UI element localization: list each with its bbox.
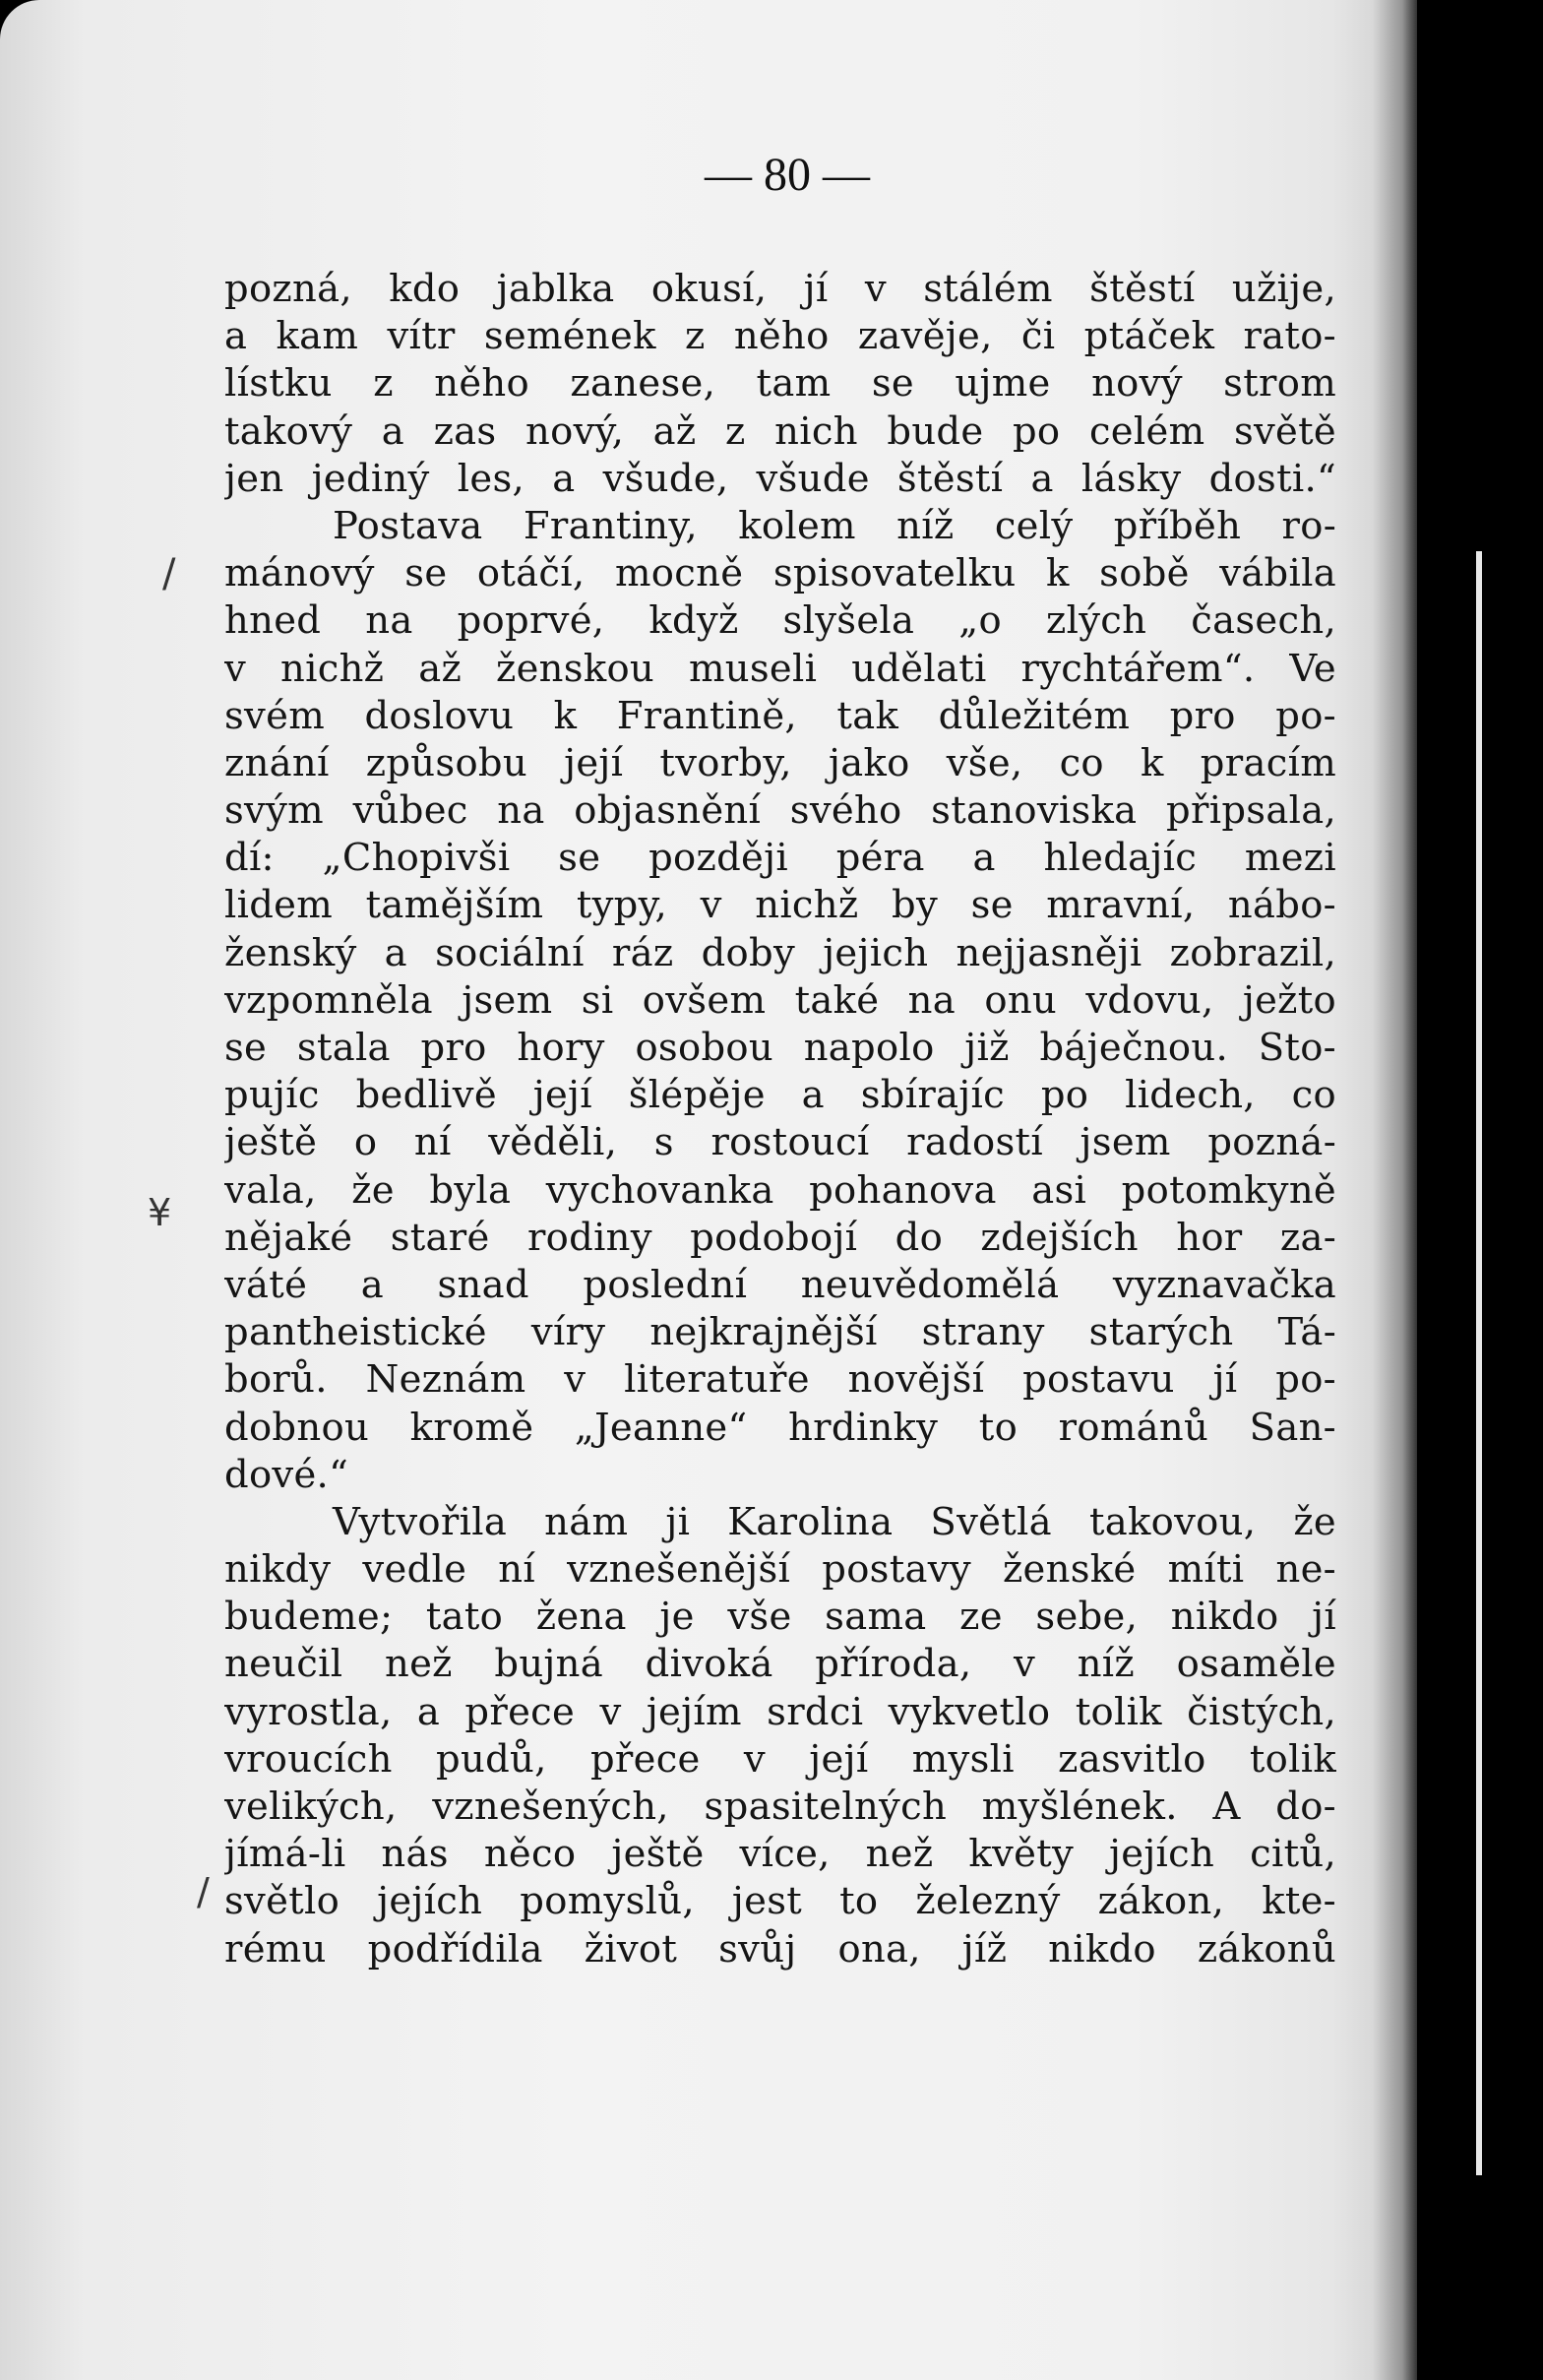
text-line: vyrostla, a přece v jejím srdci vykvetlo tolik čistých, — [224, 1689, 1336, 1734]
text-line: znání způsobu její tvorby, jako vše, co k pracím — [224, 740, 1336, 785]
text-line: pujíc bedlivě její šlépěje a sbírajíc po lidech, co — [224, 1073, 1336, 1118]
text-line: se stala pro hory osobou napolo již báječnou. Sto- — [224, 1026, 1336, 1070]
text-line: vroucích pudů, přece v její mysli zasvitlo tolik — [224, 1736, 1336, 1782]
text-line: pozná, kdo jablka okusí, jí v stálém štěstí užije, — [224, 267, 1336, 311]
text-line: budeme; tato žena je vše sama ze sebe, nikdo jí — [224, 1595, 1336, 1640]
text-line: dí: „Chopivši se později péra a hledajíc mezi — [224, 836, 1336, 881]
text-line: jímá-li nás něco ještě více, než květy jejích citů, — [224, 1832, 1336, 1877]
text-line: svém doslovu k Frantině, tak důležitém pro po- — [224, 693, 1336, 738]
text-line: nějaké staré rodiny podobojí do zdejších hor za- — [224, 1215, 1336, 1260]
text-line: ještě o ní věděli, s rostoucí radostí jsem pozná- — [224, 1120, 1336, 1165]
page-number: — 80 — — [705, 149, 870, 201]
text-line: vala, že byla vychovanka pohanova asi potomkyně — [224, 1167, 1336, 1213]
text-line: Postava Frantiny, kolem níž celý příběh ro- — [333, 503, 1336, 548]
text-line: Vytvořila nám ji Karolina Světlá takovou, že — [333, 1499, 1336, 1544]
scan-speck: / — [162, 551, 176, 596]
text-line: velikých, vznešených, spasitelných myšlének. A do- — [224, 1785, 1336, 1829]
text-line: lístku z něho zanese, tam se ujme nový strom — [224, 361, 1336, 407]
text-line: dové.“ — [224, 1452, 349, 1497]
text-line: jen jediný les, a všude, všude štěstí a lásky dosti.“ — [224, 456, 1336, 501]
scan-speck: ¥ — [148, 1191, 172, 1234]
text-line: neučil než bujná divoká příroda, v níž osaměle — [224, 1642, 1336, 1687]
page-edge-shadow — [1373, 0, 1417, 2380]
text-line: váté a snad poslední neuvědomělá vyznavačka — [224, 1262, 1336, 1307]
body-text — [224, 266, 1336, 1973]
text-line: ženský a sociální ráz doby jejich nejjasněji zobrazil, — [224, 930, 1336, 975]
text-line: borů. Neznám v literatuře novější postavu jí po- — [224, 1357, 1336, 1403]
text-line: rému podřídila život svůj ona, jíž nikdo zákonů — [224, 1926, 1336, 1972]
text-line: pantheistické víry nejkrajnější strany starých Tá- — [224, 1310, 1336, 1355]
text-line: hned na poprvé, když slyšela „o zlých časech, — [224, 598, 1336, 644]
scan-border — [1422, 0, 1543, 2380]
scan-speck: / — [197, 1870, 210, 1913]
text-line: svým vůbec na objasnění svého stanoviska připsala, — [224, 788, 1336, 834]
text-line: takový a zas nový, až z nich bude po celém světě — [224, 408, 1336, 454]
text-line: nikdy vedle ní vznešenější postavy ženské míti ne- — [224, 1547, 1336, 1593]
text-line: dobnou kromě „Jeanne“ hrdinky to románů San- — [224, 1405, 1336, 1450]
text-line: a kam vítr semének z něho zavěje, či ptáček rato- — [224, 314, 1336, 359]
scan-edge-line — [1476, 551, 1482, 2175]
text-line: světlo jejích pomyslů, jest to železný zákon, kte- — [224, 1879, 1336, 1924]
text-line: v nichž až ženskou museli udělati rychtářem“. Ve — [224, 646, 1336, 691]
text-line: mánový se otáčí, mocně spisovatelku k sobě vábila — [224, 551, 1336, 596]
text-line: lidem tamějším typy, v nichž by se mravní, nábo- — [224, 883, 1336, 928]
text-line: vzpomněla jsem si ovšem také na onu vdovu, ježto — [224, 977, 1336, 1023]
